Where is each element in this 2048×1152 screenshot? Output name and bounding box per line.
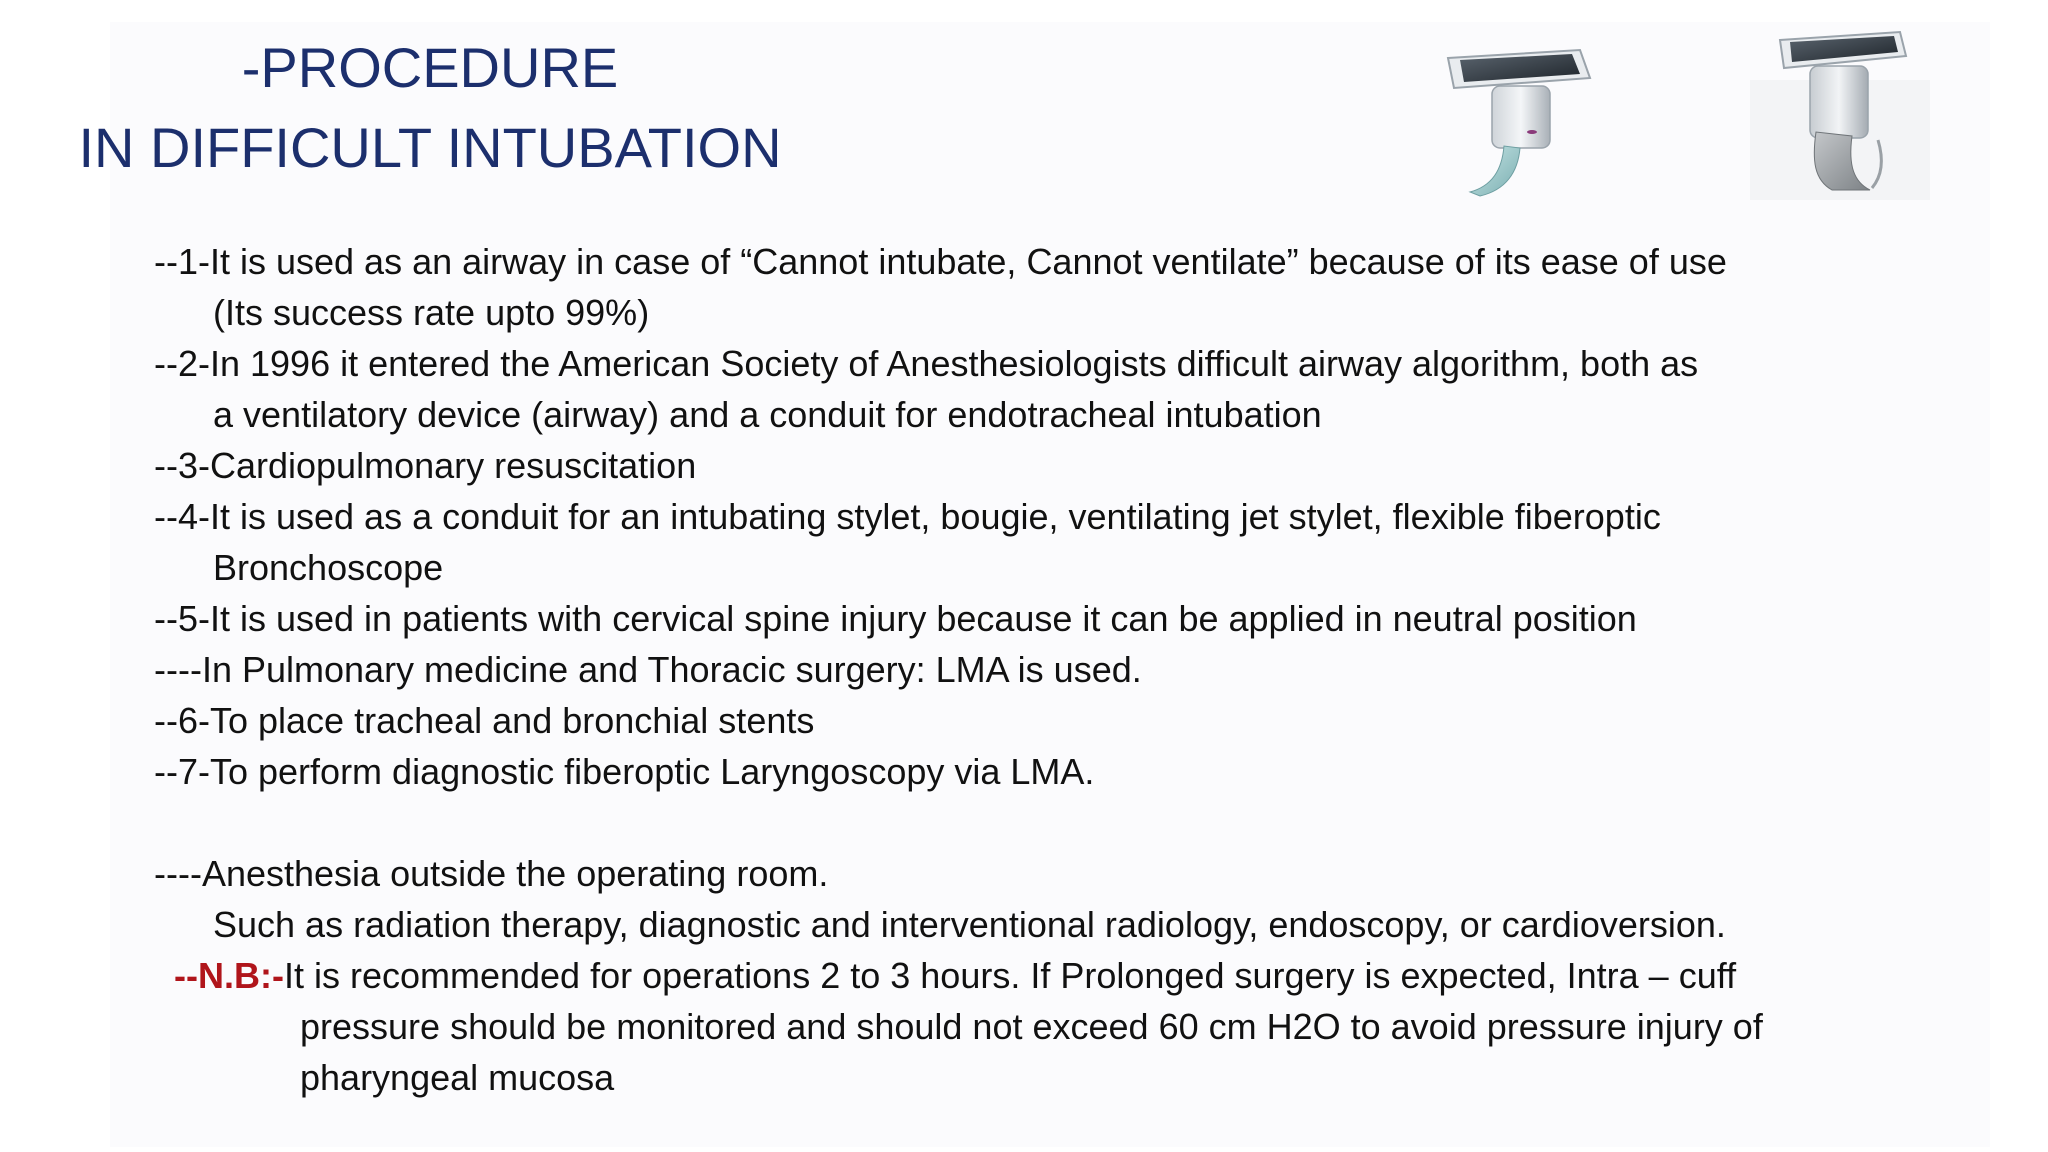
list-item: --2-In 1996 it entered the American Society of Anesthesiologists difficult airway algorithm, both as [154, 343, 1699, 384]
spacer [154, 797, 2014, 848]
video-laryngoscope-icon [1750, 20, 1930, 200]
slide-body [154, 236, 2014, 1103]
list-item: ----In Pulmonary medicine and Thoracic surgery: LMA is used. [154, 649, 1142, 690]
note-continuation: pharyngeal mucosa [300, 1057, 615, 1098]
note-continuation: pressure should be monitored and should not exceed 60 cm H2O to avoid pressure injury of [300, 1006, 1763, 1047]
list-item: --1-It is used as an airway in case of “Cannot intubate, Cannot ventilate” because of its ease of use [154, 241, 1727, 282]
slide-title [60, 28, 800, 188]
note-line [154, 950, 2014, 1001]
list-item: --6-To place tracheal and bronchial stents [154, 700, 815, 741]
list-item: ----Anesthesia outside the operating room. [154, 853, 829, 894]
list-item: --3-Cardiopulmonary resuscitation [154, 445, 697, 486]
list-item: --5-It is used in patients with cervical spine injury because it can be applied in neutral position [154, 598, 1637, 639]
list-item-continuation: (Its success rate upto 99%) [213, 292, 650, 333]
list-item-continuation: Bronchoscope [213, 547, 444, 588]
list-item: --7-To perform diagnostic fiberoptic Laryngoscopy via LMA. [154, 751, 1095, 792]
title-line-1: -PROCEDURE [241, 36, 619, 99]
title-line-2: IN DIFFICULT INTUBATION [78, 116, 782, 179]
note-text: It is recommended for operations 2 to 3 hours. If Prolonged surgery is expected, Intra – cuff [283, 955, 1737, 996]
list-item-continuation: a ventilatory device (airway) and a conduit for endotracheal intubation [213, 394, 1322, 435]
video-laryngoscope-icon [1440, 20, 1610, 200]
list-item-continuation: Such as radiation therapy, diagnostic and interventional radiology, endoscopy, or cardioversion. [213, 904, 1726, 945]
note-label: --N.B:- [174, 955, 284, 996]
device-images [1420, 20, 2020, 210]
list-item: --4-It is used as a conduit for an intubating stylet, bougie, ventilating jet stylet, flexible fiberoptic [154, 496, 1661, 537]
